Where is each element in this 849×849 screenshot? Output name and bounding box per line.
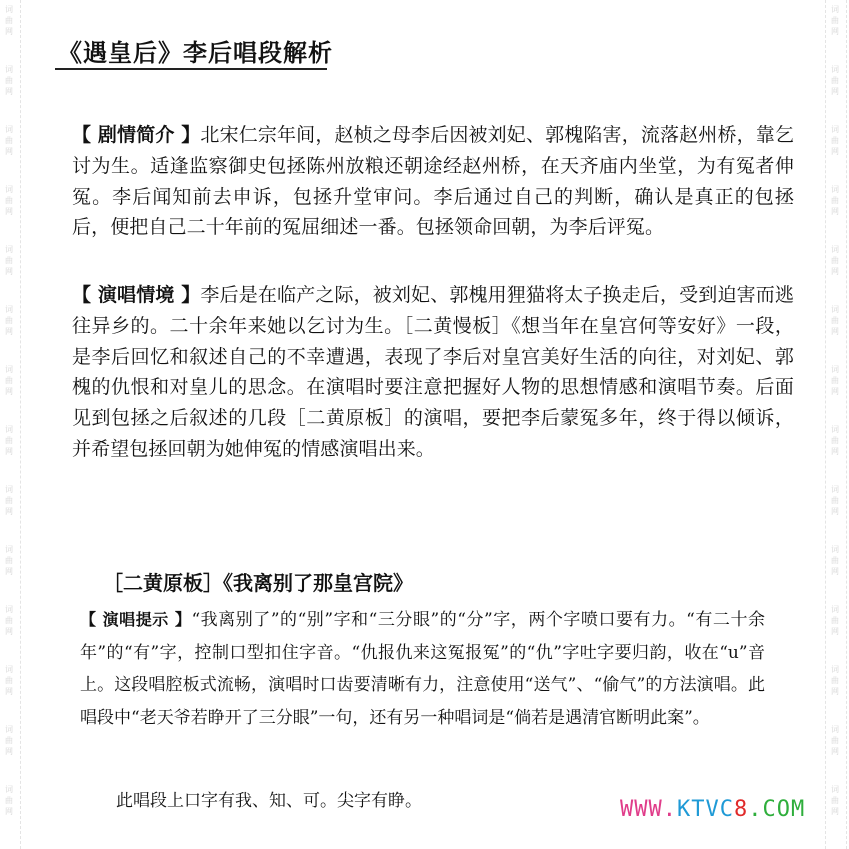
side-watermark-text: 词曲网 — [5, 125, 13, 156]
plot-summary-text: 北宋仁宗年间，赵桢之母李后因被刘妃、郭槐陷害，流落赵州桥，靠乞讨为生。适逢监察御史包拯陈州放粮还朝途经赵州桥，在天齐庙内坐堂，为有冤者伸冤。李后闻知前去申诉，包拯升堂审问。李后通过自己的判断，确认是真正的包拯后，便把自己二十年前的冤屈细述一番。包拯领命回朝，为李后评冤。 — [72, 124, 794, 239]
side-watermark-text: 词曲网 — [831, 425, 839, 456]
performance-context-label: 【 演唱情境 】 — [72, 284, 201, 306]
plot-summary-label: 【 剧情简介 】 — [72, 124, 201, 146]
side-watermark-text: 词曲网 — [5, 365, 13, 396]
side-watermark-text: 词曲网 — [831, 5, 839, 36]
performance-context-paragraph — [72, 280, 794, 465]
side-watermark-text: 词曲网 — [5, 605, 13, 636]
aria-title: 《我离别了那皇宫院》 — [223, 571, 413, 595]
side-watermark-text: 词曲网 — [5, 665, 13, 696]
side-watermark-text: 词曲网 — [831, 545, 839, 576]
singing-tips-text: “我离别了”的“别”字和“三分眼”的“分”字，两个字喷口要有力。“有二十余年”的“有”字，控制口型扣住字音。“仇报仇来这冤报冤”的“仇”字吐字要归韵，收在“u”音上。这段唱腔板式流畅，演唱时口齿要清晰有力，注意使用“送气”、“偷气”的方法演唱。此唱段中“老天爷若睁开了三分眼”一句，还有另一种唱词是“倘若是遇清官断明此案”。 — [80, 610, 765, 728]
side-watermark-text: 词曲网 — [5, 725, 13, 756]
side-watermark-text: 词曲网 — [5, 785, 13, 816]
side-watermark-text: 词曲网 — [831, 785, 839, 816]
title-underline — [55, 68, 327, 70]
left-watermark-strip — [0, 0, 21, 849]
performance-context-text: 李后是在临产之际，被刘妃、郭槐用狸猫将太子换走后，受到迫害而逃往异乡的。二十余年来她以乞讨为生。［二黄慢板］《想当年在皇宫何等安好》一段，是李后回忆和叙述自己的不幸遭遇，表现了李后对皇宫美好生活的向往，对刘妃、郭槐的仇恨和对皇儿的思念。在演唱时要注意把握好人物的思想情感和演唱节奏。后面见到包拯之后叙述的几段［二黄原板］的演唱，要把李后蒙冤多年，终于得以倾诉，并希望包拯回朝为她伸冤的情感演唱出来。 — [72, 284, 794, 460]
aria-banzi: ［二黄原板］ — [103, 571, 223, 595]
site-digit: 8 — [733, 797, 749, 822]
aria-heading — [103, 568, 413, 598]
side-watermark-text: 词曲网 — [831, 725, 839, 756]
side-watermark-text: 词曲网 — [5, 65, 13, 96]
side-watermark-text: 词曲网 — [831, 125, 839, 156]
side-watermark-text: 词曲网 — [831, 305, 839, 336]
plot-summary-paragraph — [72, 120, 794, 243]
side-watermark-text: 词曲网 — [5, 185, 13, 216]
side-watermark-text: 词曲网 — [5, 545, 13, 576]
singing-tips-label: 【 演唱提示 】 — [80, 610, 192, 629]
right-watermark-strip — [825, 0, 847, 849]
side-watermark-text: 词曲网 — [831, 605, 839, 636]
side-watermark-text: 词曲网 — [831, 245, 839, 276]
side-watermark-text: 词曲网 — [831, 365, 839, 396]
site-prefix: WWW. — [620, 797, 677, 822]
page-title: 《遇皇后》李后唱段解析 — [58, 39, 333, 67]
singing-tips-paragraph — [80, 604, 765, 734]
side-watermark-text: 词曲网 — [831, 65, 839, 96]
site-watermark-logo — [620, 797, 805, 823]
side-watermark-text: 词曲网 — [5, 5, 13, 36]
side-watermark-text: 词曲网 — [831, 485, 839, 516]
side-watermark-text: 词曲网 — [5, 485, 13, 516]
side-watermark-text: 词曲网 — [5, 425, 13, 456]
side-watermark-text: 词曲网 — [831, 665, 839, 696]
side-watermark-text: 词曲网 — [5, 305, 13, 336]
pronunciation-note: 此唱段上口字有我、知、可。尖字有睁。 — [116, 791, 422, 811]
side-watermark-text: 词曲网 — [831, 185, 839, 216]
side-watermark-text: 词曲网 — [5, 245, 13, 276]
site-brand: KTVC — [676, 797, 734, 822]
site-tld: .COM — [748, 797, 806, 822]
